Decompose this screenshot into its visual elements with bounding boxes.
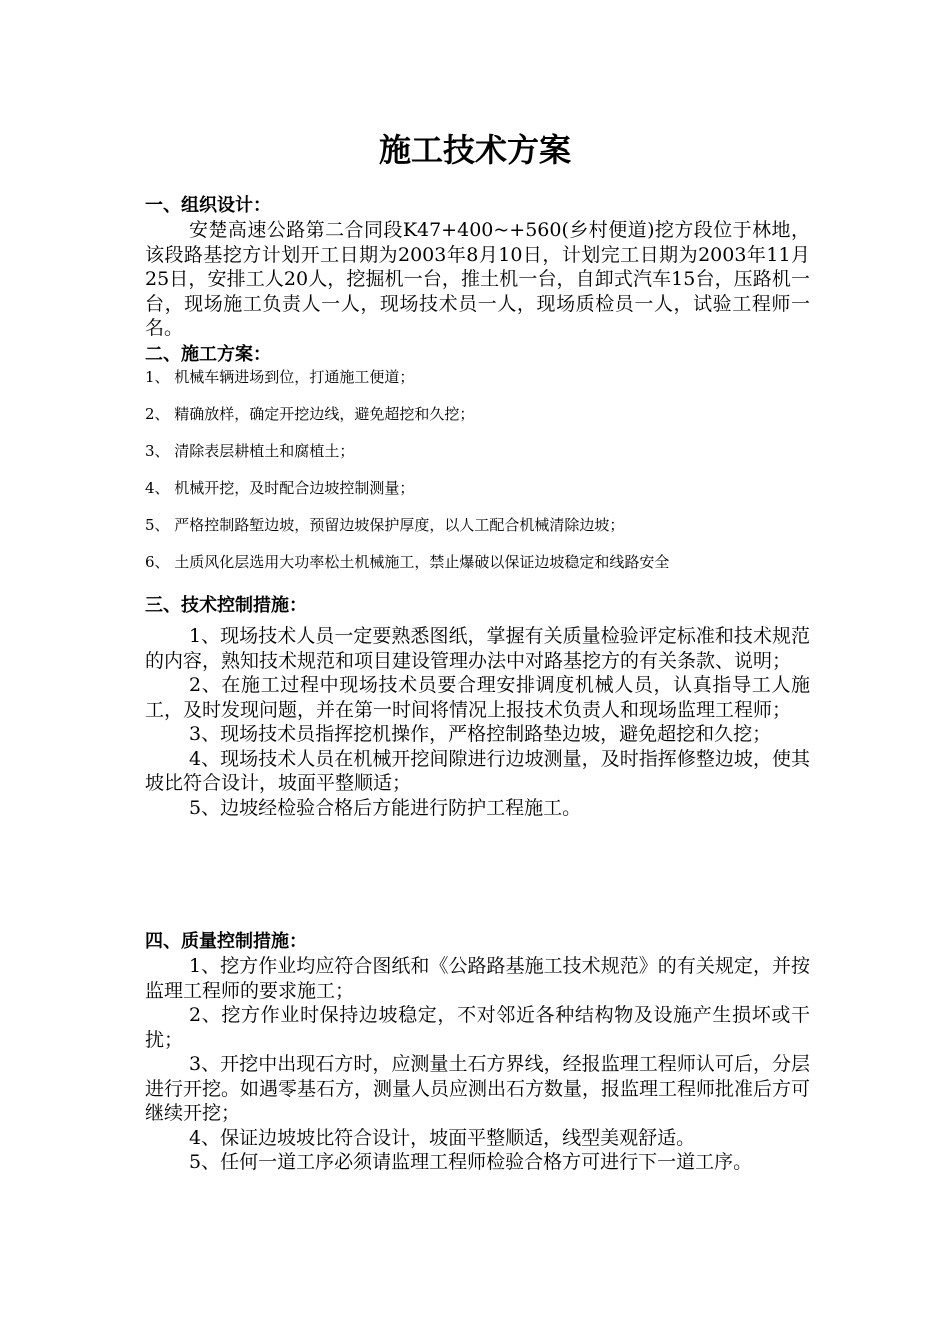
- section-construction-plan: [145, 343, 810, 589]
- list-item: 2、挖方作业时保持边坡稳定，不对邻近各种结构物及设施产生损坏或干扰；: [145, 1004, 810, 1051]
- section-quality-control: [145, 930, 810, 1175]
- list-item: 4、现场技术人员在机械开挖间隙进行边坡测量，及时指挥修整边坡，使其坡比符合设计，坡面平整顺适；: [145, 747, 810, 794]
- list-item: 3、开挖中出现石方时，应测量土石方界线，经报监理工程师认可后，分层进行开挖。如遇零基石方，测量人员应测出石方数量，报监理工程师批准后方可继续开挖；: [145, 1053, 811, 1124]
- section-heading: 四、质量控制措施：: [145, 931, 307, 952]
- plan-list: [145, 367, 810, 589]
- list-item: 1、挖方作业均应符合图纸和《公路路基施工技术规范》的有关规定，并按监理工程师的要求施工；: [145, 955, 810, 1002]
- list-item: 5、任何一道工序必须请监理工程师检验合格方可进行下一道工序。: [189, 1151, 753, 1173]
- list-item: 1、现场技术人员一定要熟悉图纸，掌握有关质量检验评定标准和技术规范的内容，熟知技术规范和项目建设管理办法中对路基挖方的有关条款、说明；: [145, 625, 810, 672]
- section-body: 安楚高速公路第二合同段K47+400~+560(乡村便道)挖方段位于林地，该段路基挖方计划开工日期为2003年8月10日，计划完工日期为2003年11月25日，安排工人20人，挖掘机一台，推土机一台，自卸式汽车15台，压路机一台，现场施工负责人一人，现场技术员一人，现场质检员一人，试验工程师一名。: [145, 219, 810, 339]
- list-item: 3、 清除表层耕植土和腐植土；: [145, 442, 355, 460]
- section-organization-design: [145, 194, 810, 341]
- list-item: 3、现场技术员指挥挖机操作，严格控制路垫边坡，避免超挖和久挖；: [189, 723, 772, 745]
- list-item: 5、 严格控制路堑边坡，预留边坡保护厚度，以人工配合机械清除边坡；: [145, 516, 625, 534]
- list-item: 5、边坡经检验合格后方能进行防护工程施工。: [189, 796, 582, 819]
- list-item: 2、 精确放样，确定开挖边线，避免超挖和久挖；: [145, 405, 475, 423]
- list-item: 6、 土质风化层选用大功率松土机械施工，禁止爆破以保证边坡稳定和线路安全: [145, 553, 670, 571]
- section-heading: 一、组织设计：: [145, 195, 271, 216]
- list-item: 1、 机械车辆进场到位，打通施工便道；: [145, 368, 415, 386]
- section-heading: 二、施工方案：: [145, 344, 271, 365]
- list-item: 2、在施工过程中现场技术员要合理安排调度机械人员，认真指导工人施工，及时发现问题，并在第一时间将情况上报技术负责人和现场监理工程师；: [145, 674, 810, 721]
- list-item: 4、 机械开挖，及时配合边坡控制测量；: [145, 479, 415, 497]
- section-heading: 三、技术控制措施：: [145, 595, 307, 616]
- list-item: 4、保证边坡坡比符合设计，坡面平整顺适，线型美观舒适。: [189, 1126, 696, 1149]
- document-title: 施工技术方案: [378, 131, 571, 169]
- section-technical-control: [145, 594, 810, 820]
